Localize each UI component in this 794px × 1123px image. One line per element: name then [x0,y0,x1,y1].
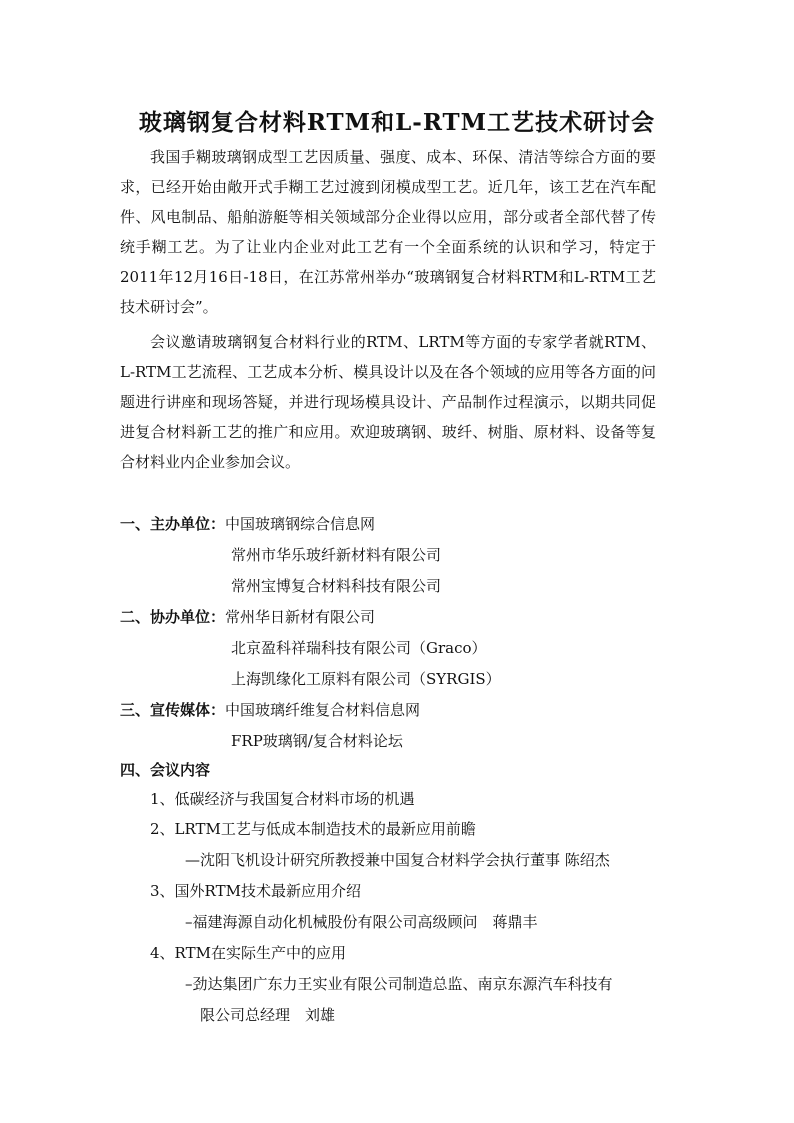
organizers-line [120,509,375,539]
intro-paragraph-2: 会议邀请玻璃钢复合材料行业的RTM、LRTM等方面的专家学者就RTM、L-RTM工艺流程、工艺成本分析、模具设计以及在各个领域的应用等各方面的问题进行讲座和现场答疑，并进行现场模具设计、产品制作过程演示，以期共同促进复合材料新工艺的推广和应用。欢迎玻璃钢、玻纤、树脂、原材料、设备等复合材料业内企业参加会议。 [120,333,656,471]
organizer-item: 常州市华乐玻纤新材料有限公司 [231,546,442,564]
media-label: 三、宣传媒体： [120,701,226,719]
co-organizers-label: 二、协办单位： [120,608,226,626]
agenda-speaker: —沈阳飞机设计研究所教授兼中国复合材料学会执行董事 陈绍杰 [185,851,610,869]
media-item: FRP玻璃钢/复合材料论坛 [231,732,403,750]
agenda-item: 2、LRTM工艺与低成本制造技术的最新应用前瞻 [150,820,476,838]
media-item: 中国玻璃纤维复合材料信息网 [225,701,421,719]
agenda-item: 4、RTM在实际生产中的应用 [150,944,346,962]
co-organizer-item: 北京盈科祥瑞科技有限公司（Graco） [231,639,487,657]
agenda-speaker: –劲达集团广东力王实业有限公司制造总监、南京东源汽车科技有 [185,975,613,993]
organizer-item: 中国玻璃钢综合信息网 [225,515,376,533]
intro-paragraph-1: 我国手糊玻璃钢成型工艺因质量、强度、成本、环保、清洁等综合方面的要求，已经开始由敞开式手糊工艺过渡到闭模成型工艺。近几年，该工艺在汽车配件、风电制品、船舶游艇等相关领域部分企业得以应用，部分或者全部代替了传统手糊工艺。为了让业内企业对此工艺有一个全面系统的认识和学习，特定于2011年12月16日-18日，在江苏常州举办“玻璃钢复合材料RTM和L-RTM工艺技术研讨会”。 [120,148,656,316]
agenda-item: 3、国外RTM技术最新应用介绍 [150,882,361,900]
organizers-label: 一、主办单位： [120,515,226,533]
co-organizers-line [120,602,375,632]
document-title: 玻璃钢复合材料RTM和L-RTM工艺技术研讨会 [138,109,656,136]
media-line [120,695,420,725]
agenda-speaker-continued: 限公司总经理 刘雄 [200,1006,336,1024]
co-organizer-item: 上海凯缘化工原料有限公司（SYRGIS） [231,670,501,688]
co-organizer-item: 常州华日新材有限公司 [225,608,376,626]
content-heading: 四、会议内容 [120,761,211,779]
agenda-speaker: –福建海源自动化机械股份有限公司高级顾问 蒋鼎丰 [185,913,538,931]
agenda-item: 1、低碳经济与我国复合材料市场的机遇 [150,790,415,808]
organizer-item: 常州宝博复合材料科技有限公司 [231,577,442,595]
